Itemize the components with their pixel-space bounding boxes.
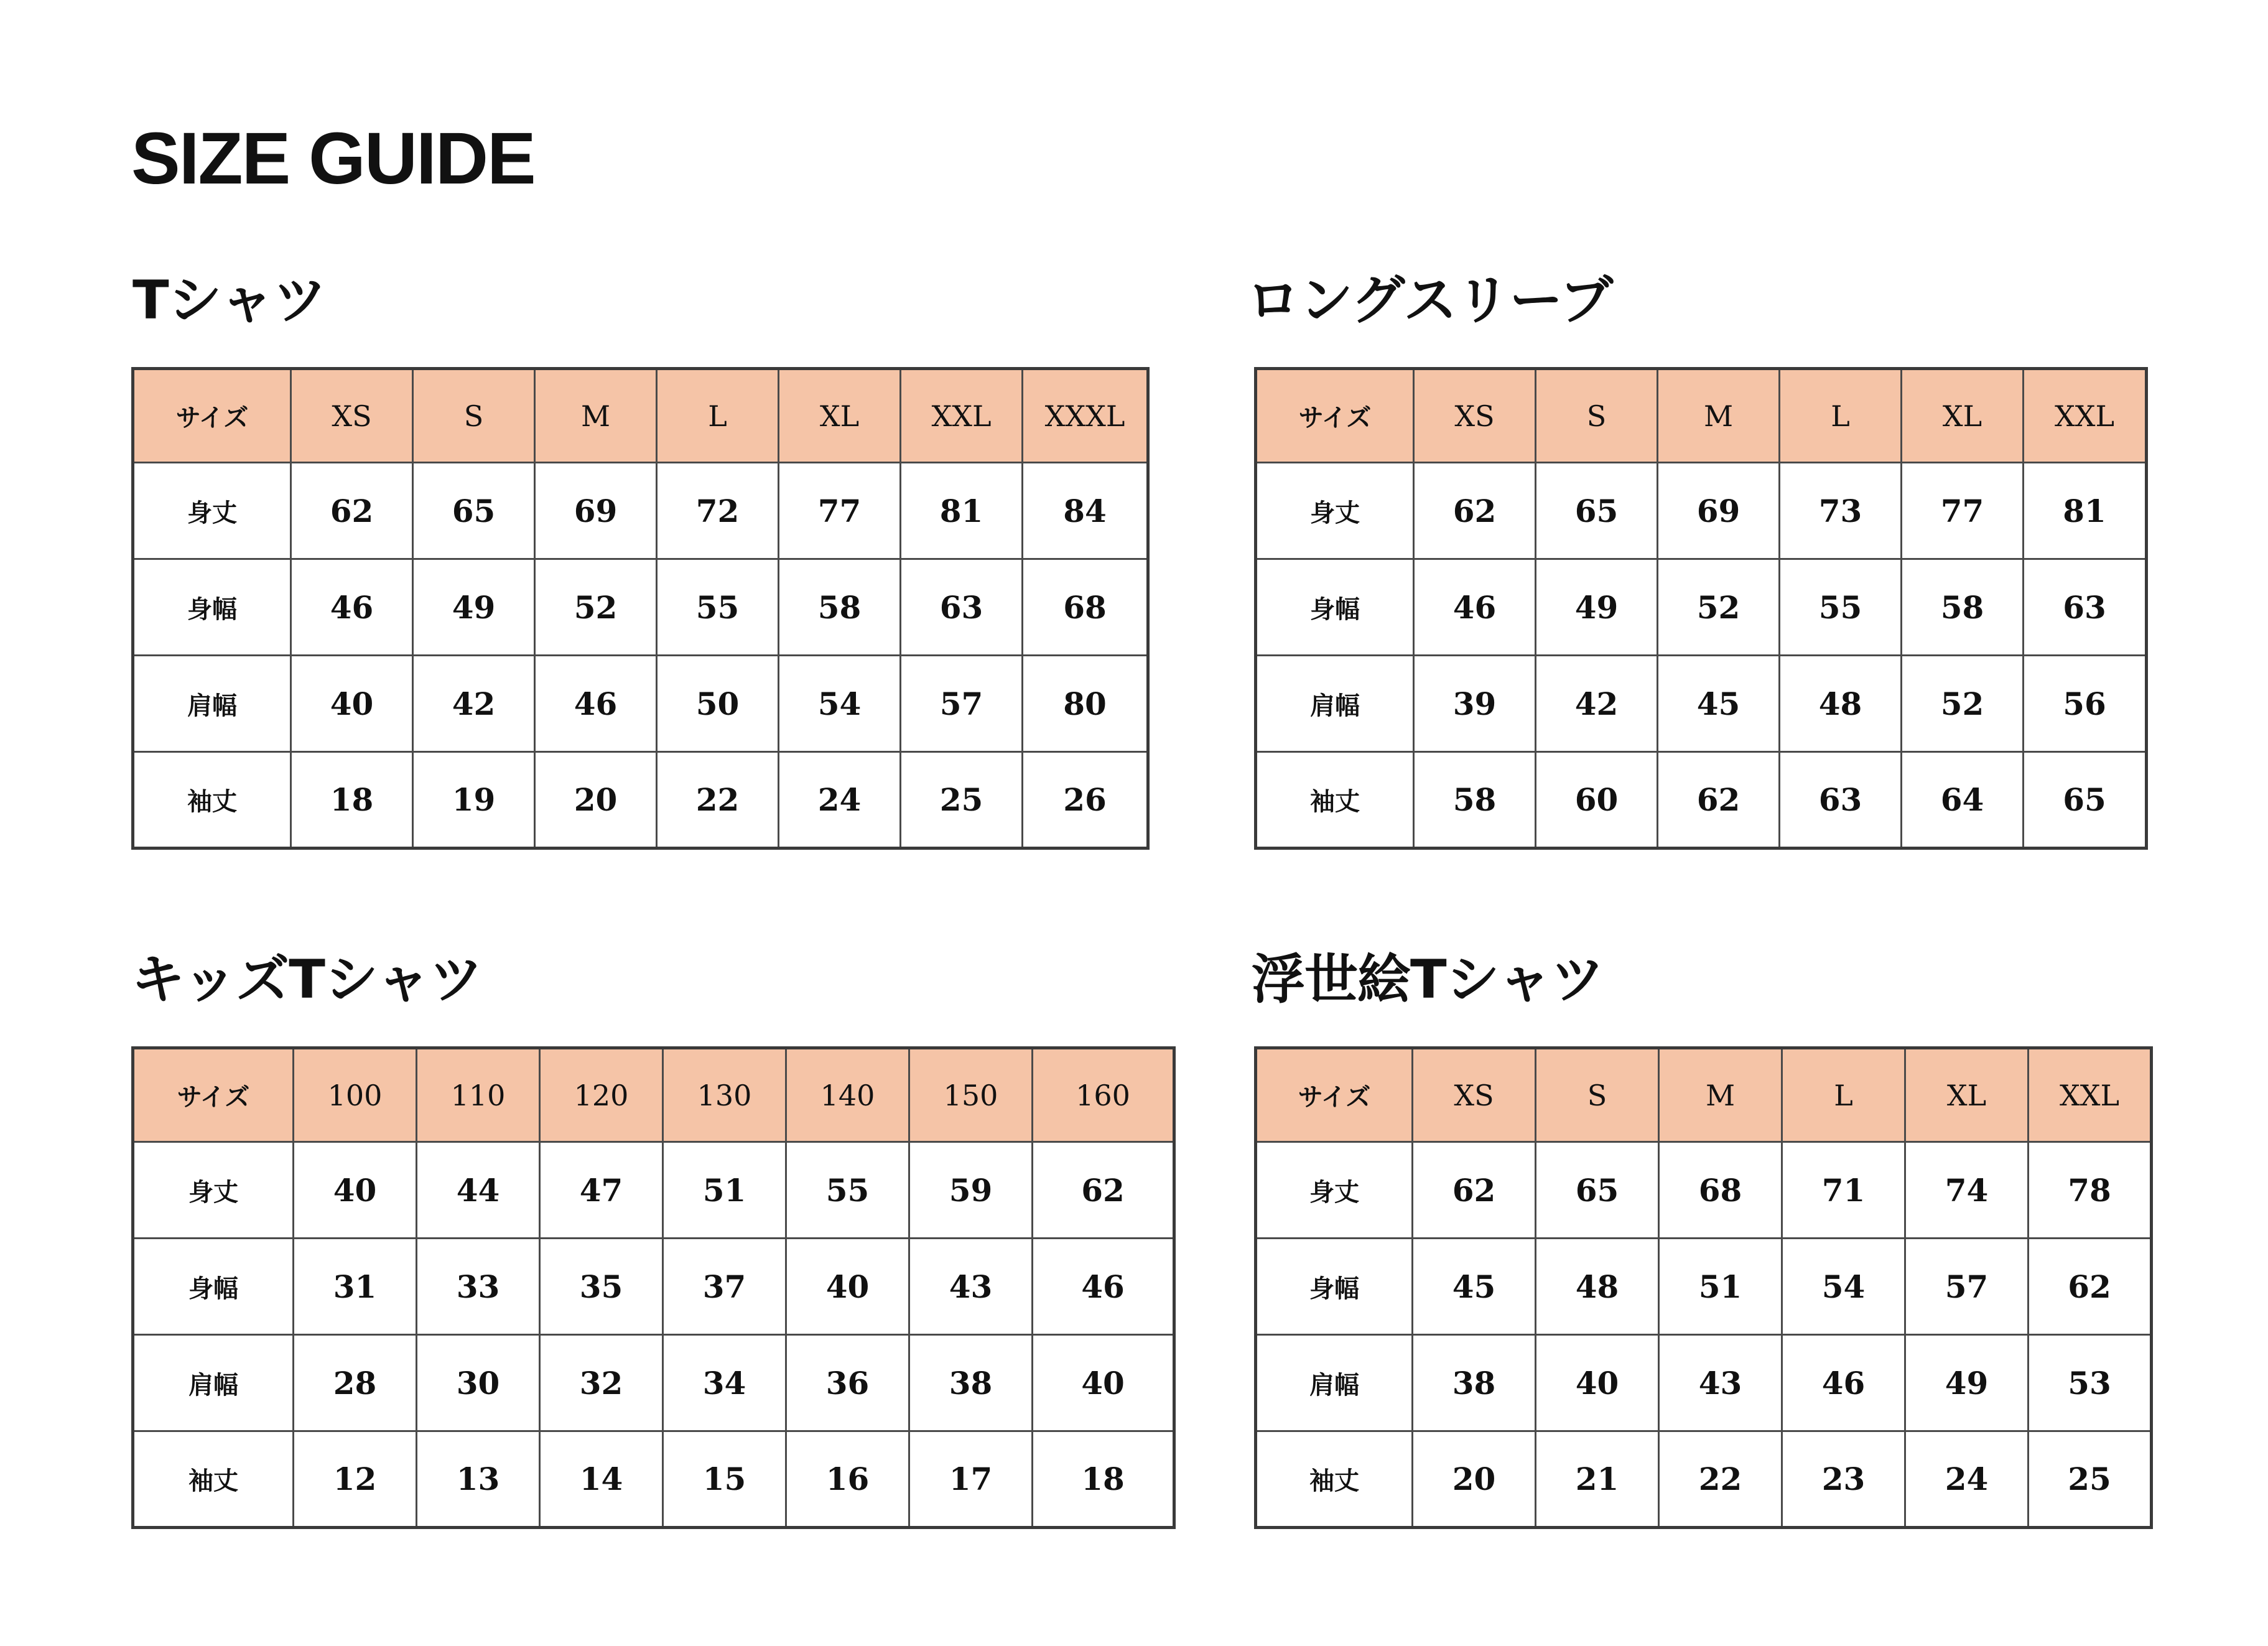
size-header: XXL (2024, 369, 2147, 463)
table-cell: 59 (909, 1142, 1033, 1239)
table-cell: 15 (663, 1431, 786, 1528)
table-row (1256, 1335, 2152, 1431)
size-header: L (1780, 369, 1902, 463)
size-header: XS (291, 369, 413, 463)
table-cell: 49 (1905, 1335, 2029, 1431)
table-cell: 40 (291, 656, 413, 752)
table-cell: 46 (535, 656, 657, 752)
table-row (1256, 1239, 2152, 1335)
size-header: M (535, 369, 657, 463)
table-cell: 37 (663, 1239, 786, 1335)
table-row (133, 1335, 1174, 1431)
table-cell: 53 (2029, 1335, 2152, 1431)
size-header: 120 (540, 1048, 663, 1142)
table-cell: 24 (779, 752, 901, 849)
table-cell: 71 (1782, 1142, 1905, 1239)
measurement-label: 袖丈 (133, 752, 291, 849)
table-cell: 62 (2029, 1239, 2152, 1335)
table-cell: 23 (1782, 1431, 1905, 1528)
measurement-label: 身丈 (133, 1142, 294, 1239)
measurement-label: 身幅 (1256, 1239, 1413, 1335)
table-cell: 63 (2024, 559, 2147, 656)
table-row (133, 1431, 1174, 1528)
table-row (1256, 656, 2147, 752)
table-cell: 45 (1658, 656, 1780, 752)
measurement-label: 袖丈 (133, 1431, 294, 1528)
table-row (1256, 1431, 2152, 1528)
measurement-label: 袖丈 (1256, 1431, 1413, 1528)
table-cell: 35 (540, 1239, 663, 1335)
size-header: XL (1905, 1048, 2029, 1142)
table-cell: 62 (1658, 752, 1780, 849)
table-cell: 42 (1536, 656, 1658, 752)
table-cell: 80 (1023, 656, 1148, 752)
measurement-label: 身幅 (1256, 559, 1414, 656)
table-cell: 55 (1780, 559, 1902, 656)
table-cell: 64 (1902, 752, 2024, 849)
table-cell: 14 (540, 1431, 663, 1528)
table-cell: 62 (291, 463, 413, 559)
size-header: XXXL (1023, 369, 1148, 463)
size-header: S (1536, 1048, 1659, 1142)
table-cell: 74 (1905, 1142, 2029, 1239)
table-cell: 44 (417, 1142, 540, 1239)
table-cell: 25 (901, 752, 1023, 849)
table-cell: 40 (1536, 1335, 1659, 1431)
table-cell: 78 (2029, 1142, 2152, 1239)
table-cell: 52 (535, 559, 657, 656)
measurement-label: 身丈 (1256, 1142, 1413, 1239)
table-cell: 51 (663, 1142, 786, 1239)
size-header: XXL (901, 369, 1023, 463)
table-cell: 12 (294, 1431, 417, 1528)
table-cell: 26 (1023, 752, 1148, 849)
table-cell: 62 (1413, 1142, 1536, 1239)
table-cell: 72 (657, 463, 779, 559)
table-cell: 20 (1413, 1431, 1536, 1528)
size-header: 150 (909, 1048, 1033, 1142)
table-cell: 40 (786, 1239, 909, 1335)
measurement-label: 身幅 (133, 1239, 294, 1335)
table-cell: 38 (909, 1335, 1033, 1431)
table-cell: 69 (1658, 463, 1780, 559)
size-header: XXL (2029, 1048, 2152, 1142)
size-header: L (1782, 1048, 1905, 1142)
ukiyoe-tshirt-size-table (1254, 1046, 2153, 1529)
table-cell: 16 (786, 1431, 909, 1528)
table-cell: 22 (657, 752, 779, 849)
table-header-row (133, 1048, 1174, 1142)
table-cell: 55 (657, 559, 779, 656)
table-cell: 63 (1780, 752, 1902, 849)
table-header-row (1256, 1048, 2152, 1142)
table-cell: 45 (1413, 1239, 1536, 1335)
table-cell: 56 (2024, 656, 2147, 752)
table-cell: 21 (1536, 1431, 1659, 1528)
table-cell: 55 (786, 1142, 909, 1239)
table-cell: 65 (413, 463, 535, 559)
table-cell: 52 (1902, 656, 2024, 752)
table-cell: 33 (417, 1239, 540, 1335)
table-cell: 81 (2024, 463, 2147, 559)
kids-tshirt-section-title: キッズTシャツ (131, 949, 483, 1011)
table-row (1256, 752, 2147, 849)
size-header: S (413, 369, 535, 463)
table-cell: 65 (2024, 752, 2147, 849)
table-row (133, 656, 1148, 752)
table-cell: 57 (1905, 1239, 2029, 1335)
table-cell: 13 (417, 1431, 540, 1528)
table-cell: 24 (1905, 1431, 2029, 1528)
header-label: サイズ (1256, 369, 1414, 463)
table-cell: 46 (291, 559, 413, 656)
table-cell: 39 (1414, 656, 1536, 752)
table-cell: 32 (540, 1335, 663, 1431)
table-cell: 20 (535, 752, 657, 849)
table-cell: 22 (1659, 1431, 1782, 1528)
table-cell: 43 (909, 1239, 1033, 1335)
table-cell: 51 (1659, 1239, 1782, 1335)
table-cell: 48 (1536, 1239, 1659, 1335)
table-header-row (1256, 369, 2147, 463)
table-row (133, 559, 1148, 656)
long-sleeve-section-title: ロングスリーブ (1247, 269, 1613, 332)
table-cell: 46 (1782, 1335, 1905, 1431)
table-cell: 17 (909, 1431, 1033, 1528)
table-cell: 46 (1033, 1239, 1174, 1335)
table-cell: 58 (1902, 559, 2024, 656)
table-cell: 46 (1414, 559, 1536, 656)
table-cell: 57 (901, 656, 1023, 752)
header-label: サイズ (1256, 1048, 1413, 1142)
size-header: M (1658, 369, 1780, 463)
table-cell: 52 (1658, 559, 1780, 656)
table-cell: 62 (1033, 1142, 1174, 1239)
table-cell: 63 (901, 559, 1023, 656)
table-cell: 54 (1782, 1239, 1905, 1335)
size-header: 160 (1033, 1048, 1174, 1142)
table-cell: 49 (413, 559, 535, 656)
size-header: XS (1413, 1048, 1536, 1142)
size-header: S (1536, 369, 1658, 463)
table-cell: 77 (779, 463, 901, 559)
table-cell: 68 (1023, 559, 1148, 656)
size-header: 130 (663, 1048, 786, 1142)
table-cell: 28 (294, 1335, 417, 1431)
table-row (133, 1142, 1174, 1239)
long-sleeve-size-table (1254, 367, 2148, 850)
table-row (133, 463, 1148, 559)
measurement-label: 肩幅 (133, 1335, 294, 1431)
table-cell: 69 (535, 463, 657, 559)
table-cell: 42 (413, 656, 535, 752)
table-cell: 65 (1536, 463, 1658, 559)
size-header: XS (1414, 369, 1536, 463)
tshirt-section-title: Tシャツ (132, 269, 326, 332)
table-cell: 65 (1536, 1142, 1659, 1239)
table-cell: 30 (417, 1335, 540, 1431)
size-header: L (657, 369, 779, 463)
ukiyoe-tshirt-section-title: 浮世絵Tシャツ (1252, 949, 1604, 1011)
table-row (1256, 559, 2147, 656)
table-cell: 81 (901, 463, 1023, 559)
table-row (1256, 1142, 2152, 1239)
measurement-label: 身幅 (133, 559, 291, 656)
table-cell: 43 (1659, 1335, 1782, 1431)
table-cell: 58 (779, 559, 901, 656)
table-cell: 36 (786, 1335, 909, 1431)
size-header: 110 (417, 1048, 540, 1142)
table-row (133, 1239, 1174, 1335)
header-label: サイズ (133, 369, 291, 463)
table-cell: 31 (294, 1239, 417, 1335)
table-row (1256, 463, 2147, 559)
table-cell: 62 (1414, 463, 1536, 559)
table-cell: 48 (1780, 656, 1902, 752)
table-cell: 50 (657, 656, 779, 752)
table-cell: 18 (1033, 1431, 1174, 1528)
size-header: M (1659, 1048, 1782, 1142)
table-cell: 18 (291, 752, 413, 849)
measurement-label: 袖丈 (1256, 752, 1414, 849)
measurement-label: 身丈 (1256, 463, 1414, 559)
size-header: XL (779, 369, 901, 463)
table-cell: 60 (1536, 752, 1658, 849)
table-cell: 34 (663, 1335, 786, 1431)
table-cell: 77 (1902, 463, 2024, 559)
table-cell: 68 (1659, 1142, 1782, 1239)
table-cell: 38 (1413, 1335, 1536, 1431)
size-header: XL (1902, 369, 2024, 463)
measurement-label: 肩幅 (1256, 656, 1414, 752)
table-cell: 40 (1033, 1335, 1174, 1431)
kids-tshirt-size-table (131, 1046, 1176, 1529)
table-cell: 58 (1414, 752, 1536, 849)
table-cell: 47 (540, 1142, 663, 1239)
table-cell: 49 (1536, 559, 1658, 656)
table-cell: 19 (413, 752, 535, 849)
size-header: 100 (294, 1048, 417, 1142)
table-cell: 84 (1023, 463, 1148, 559)
table-header-row (133, 369, 1148, 463)
measurement-label: 肩幅 (1256, 1335, 1413, 1431)
measurement-label: 肩幅 (133, 656, 291, 752)
measurement-label: 身丈 (133, 463, 291, 559)
page-title: SIZE GUIDE (131, 118, 535, 200)
size-header: 140 (786, 1048, 909, 1142)
tshirt-size-table (131, 367, 1150, 850)
table-cell: 25 (2029, 1431, 2152, 1528)
table-cell: 40 (294, 1142, 417, 1239)
table-cell: 73 (1780, 463, 1902, 559)
table-row (133, 752, 1148, 849)
table-cell: 54 (779, 656, 901, 752)
header-label: サイズ (133, 1048, 294, 1142)
